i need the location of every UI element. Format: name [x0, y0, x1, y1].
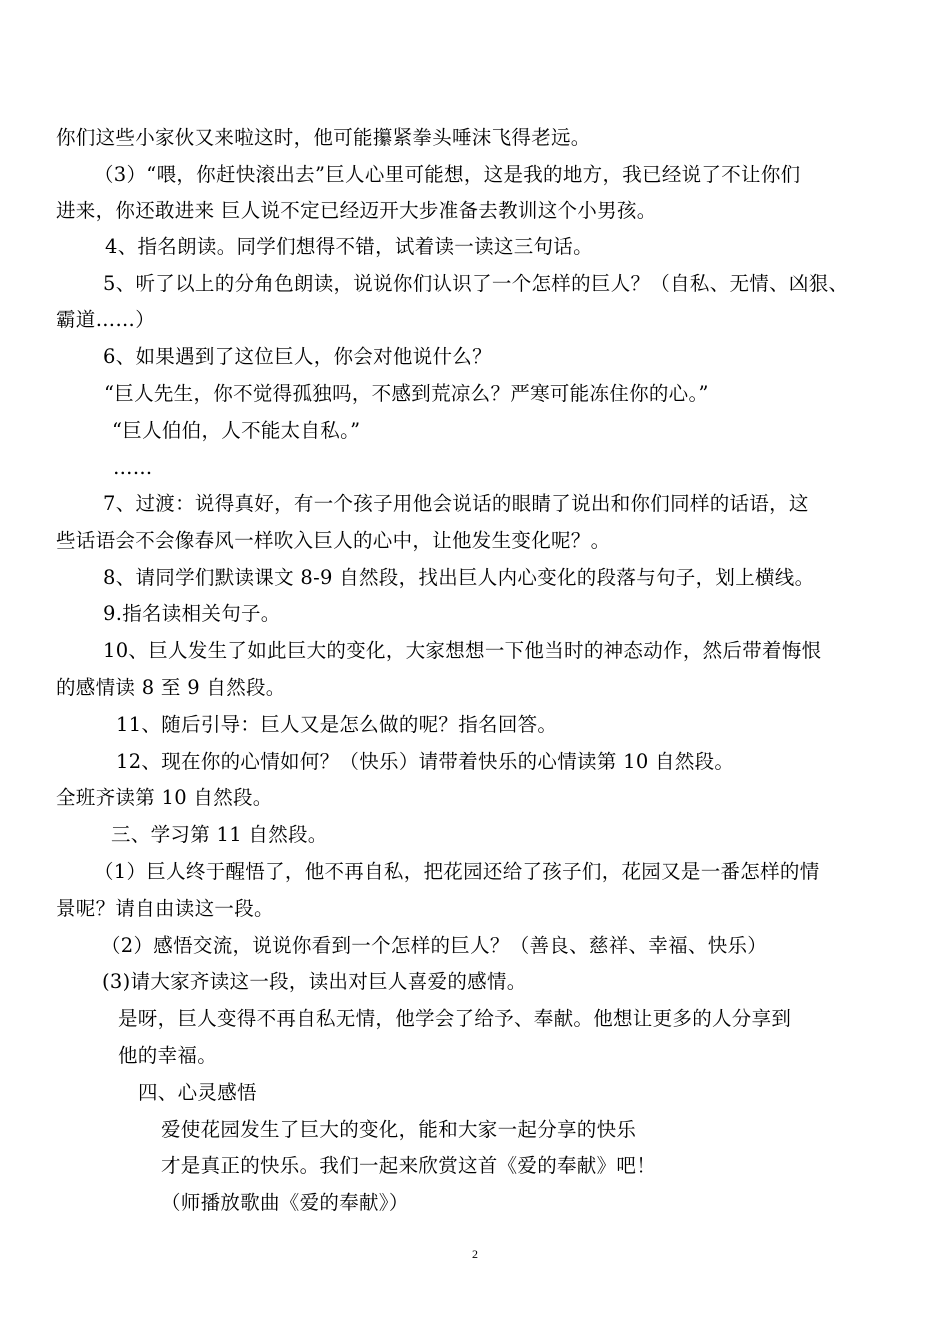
text-line: 10、巨人发生了如此巨大的变化，大家想想一下他当时的神态动作，然后带着悔恨 — [103, 639, 822, 662]
text-line: 你们这些小家伙又来啦这时，他可能攥紧拳头唾沫飞得老远。 — [56, 126, 591, 149]
text-line: (3)请大家齐读这一段，读出对巨人喜爱的感情。 — [102, 970, 527, 993]
text-line: “巨人伯伯，人不能太自私。” — [112, 419, 361, 442]
text-line: 是呀，巨人变得不再自私无情，他学会了给予、奉献。他想让更多的人分享到 — [118, 1007, 792, 1030]
text-line: 12、现在你的心情如何？（快乐）请带着快乐的心情读第 10 自然段。 — [116, 750, 735, 773]
text-line: …… — [113, 456, 153, 479]
text-line: （1）巨人终于醒悟了，他不再自私，把花园还给了孩子们，花园又是一番怎样的情 — [94, 860, 820, 883]
text-line: 霸道……） — [56, 308, 155, 331]
text-line: （3）“喂，你赶快滚出去”巨人心里可能想，这是我的地方，我已经说了不让你们 — [94, 163, 801, 186]
text-line: 些话语会不会像春风一样吹入巨人的心中，让他发生变化呢？。 — [56, 529, 611, 552]
text-line: （2）感悟交流，说说你看到一个怎样的巨人？（善良、慈祥、幸福、快乐） — [101, 934, 768, 957]
text-line: 7、过渡：说得真好，有一个孩子用他会说话的眼睛了说出和你们同样的话语，这 — [103, 492, 809, 515]
text-line: 6、如果遇到了这位巨人，你会对他说什么？ — [103, 345, 492, 368]
text-line: 的感情读 8 至 9 自然段。 — [56, 676, 286, 699]
section-heading: 四、心灵感悟 — [138, 1081, 257, 1104]
text-line: 5、听了以上的分角色朗读，说说你们认识了一个怎样的巨人？（自私、无情、凶狠、 — [103, 272, 849, 295]
text-line: “巨人先生，你不觉得孤独吗，不感到荒凉么？严寒可能冻住你的心。” — [104, 382, 709, 405]
text-line: 才是真正的快乐。我们一起来欣赏这首《爱的奉献》吧！ — [161, 1154, 657, 1177]
text-line: 8、请同学们默读课文 8-9 自然段，找出巨人内心变化的段落与句子，划上横线。 — [103, 566, 815, 589]
section-heading: 三、学习第 11 自然段。 — [111, 823, 328, 846]
text-line: 4、指名朗读。同学们想得不错，试着读一读这三句话。 — [105, 235, 593, 258]
text-line: 11、随后引导：巨人又是怎么做的呢？指名回答。 — [116, 713, 558, 736]
text-line: 进来，你还敢进来 巨人说不定已经迈开大步准备去教训这个小男孩。 — [56, 199, 657, 222]
text-line: 景呢？请自由读这一段。 — [56, 897, 274, 920]
text-line: 爱使花园发生了巨大的变化，能和大家一起分享的快乐 — [161, 1118, 637, 1141]
text-line: 9.指名读相关句子。 — [103, 602, 281, 625]
text-line: 全班齐读第 10 自然段。 — [56, 786, 273, 809]
text-line: （师播放歌曲《爱的奉献》） — [161, 1191, 409, 1214]
text-line: 他的幸福。 — [118, 1044, 218, 1067]
page-number: 2 — [472, 1247, 478, 1261]
